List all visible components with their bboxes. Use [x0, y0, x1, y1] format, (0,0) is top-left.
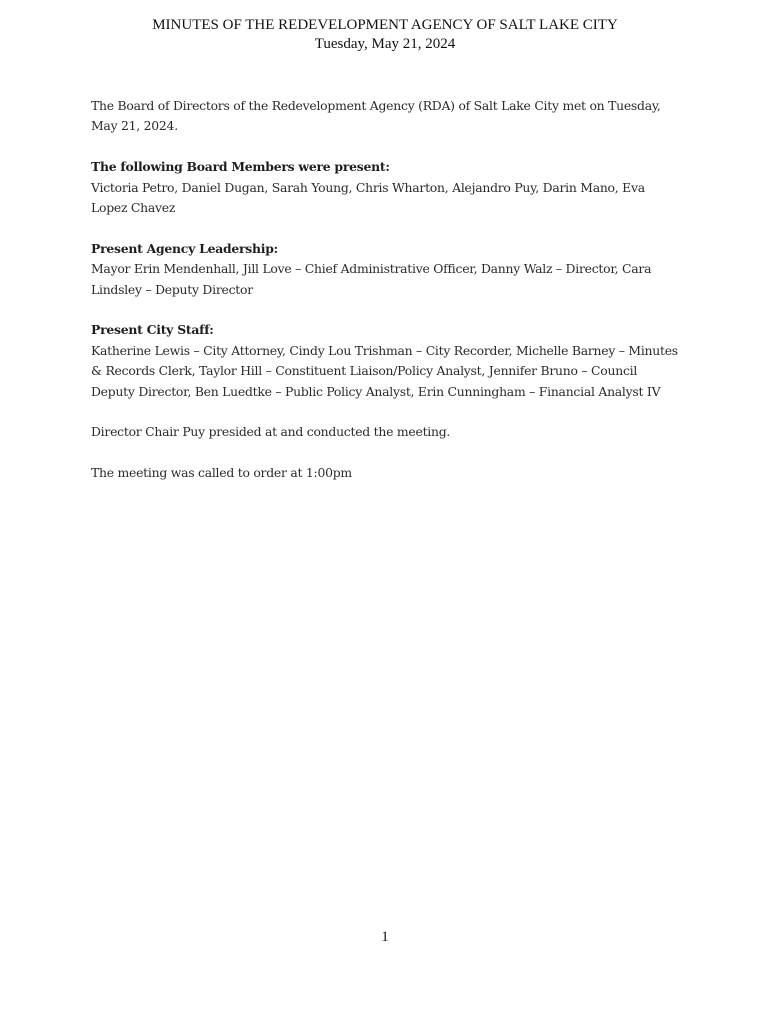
city-staff-heading: Present City Staff:	[91, 322, 214, 338]
document-header	[0, 16, 770, 54]
board-members-section	[91, 157, 681, 218]
presided-paragraph: Director Chair Puy presided at and conducted the meeting.	[91, 424, 451, 440]
agency-leadership-heading: Present Agency Leadership:	[91, 240, 278, 256]
intro-paragraph: The Board of Directors of the Redevelopment Agency (RDA) of Salt Lake City met on Tuesday, May 21, 2024.	[91, 98, 661, 134]
page-number: 1	[381, 929, 389, 945]
board-members-heading: The following Board Members were present:	[91, 159, 390, 175]
city-staff-list: Katherine Lewis – City Attorney, Cindy Lou Trishman – City Recorder, Michelle Barney – Minutes & Records Clerk, Taylor Hill – Constituent Liaison/Policy Analyst, Jennifer Bruno – Council Deputy Director, Ben Luedtke – Public Policy Analyst, Erin Cunningham – Financial Analyst IV	[91, 342, 678, 399]
document-body	[91, 96, 681, 504]
document-title: MINUTES OF THE REDEVELOPMENT AGENCY OF SALT LAKE CITY	[152, 17, 618, 33]
board-members-list: Victoria Petro, Daniel Dugan, Sarah Young, Chris Wharton, Alejandro Puy, Darin Mano, Eva Lopez Chavez	[91, 179, 645, 216]
called-to-order-paragraph: The meeting was called to order at 1:00pm	[91, 465, 352, 481]
agency-leadership-section	[91, 239, 681, 300]
agency-leadership-list: Mayor Erin Mendenhall, Jill Love – Chief Administrative Officer, Danny Walz – Director, Cara Lindsley – Deputy Director	[91, 261, 652, 297]
meeting-date: Tuesday, May 21, 2024	[314, 36, 456, 52]
city-staff-section	[91, 320, 681, 402]
